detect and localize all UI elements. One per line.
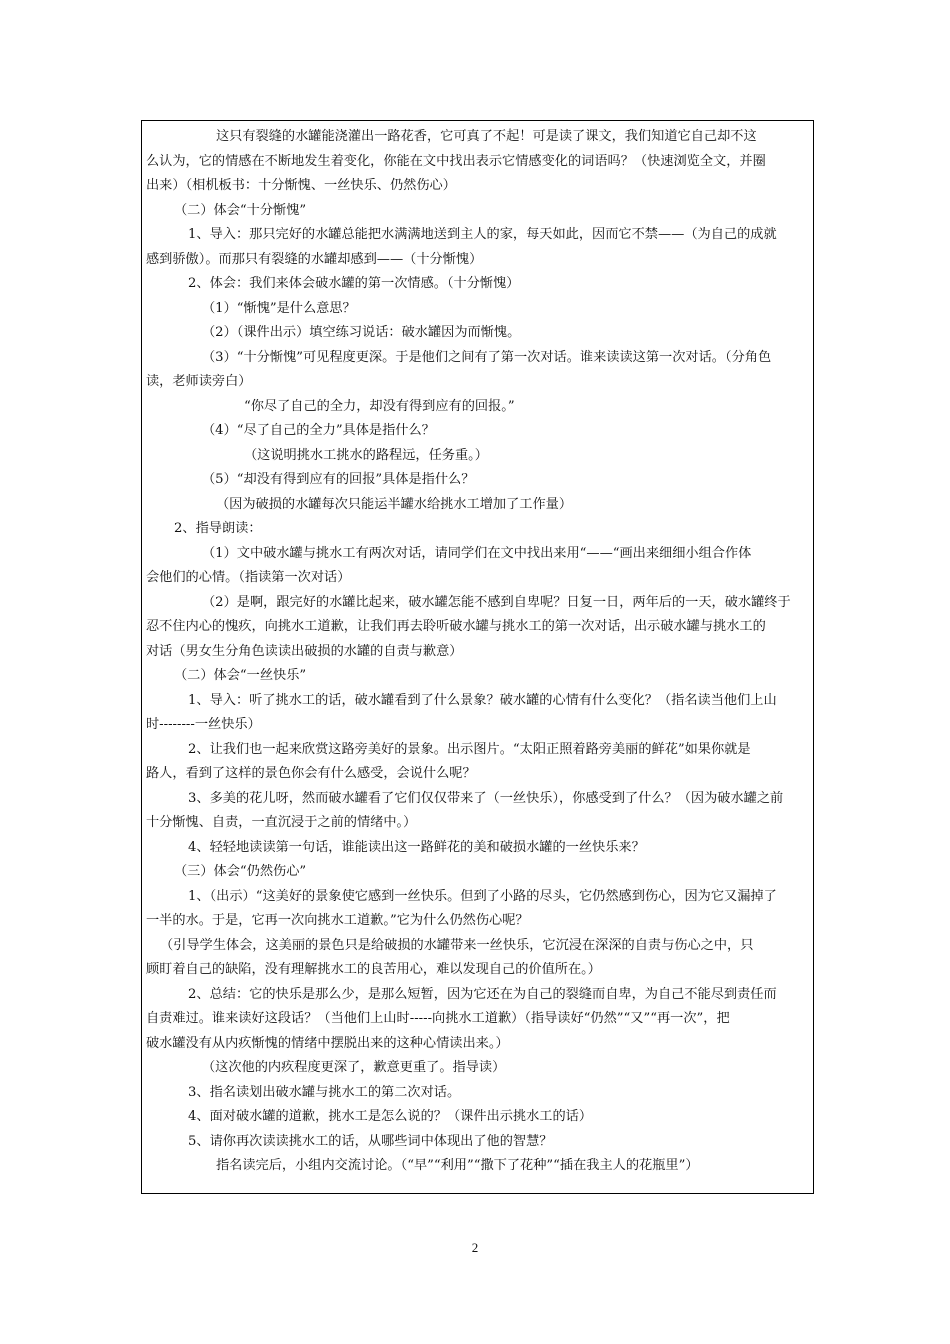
text-line: 自责难过。谁来读好这段话？（当他们上山时-----向挑水工道歉）（指导读好“仍然”“又”“再一次”，把 — [146, 1011, 730, 1026]
text-line: （这次他的内疚程度更深了，歉意更重了。指导读） — [202, 1060, 506, 1075]
text-line: （三）体会“仍然伤心” — [174, 864, 307, 879]
text-line: 十分惭愧、自责，一直沉浸于之前的情绪中。） — [146, 815, 417, 830]
text-line: 2、总结：它的快乐是那么少，是那么短暂，因为它还在为自己的裂缝而自卑，为自己不能尽到责任而 — [188, 986, 777, 1002]
page-number: 2 — [471, 1240, 479, 1255]
text-line: （二）体会“一丝快乐” — [174, 668, 307, 683]
text-line: （二）体会“十分惭愧” — [174, 202, 307, 218]
text-line: 出来）（相机板书：十分惭愧、一丝快乐、仍然伤心） — [146, 178, 456, 193]
text-line: （引导学生体会，这美丽的景色只是给破损的水罐带来一丝快乐，它沉浸在深深的自责与伤心之中，只 — [160, 937, 754, 953]
text-line: （3）“十分惭愧”可见程度更深。于是他们之间有了第一次对话。谁来读读这第一次对话。（分角色 — [202, 349, 772, 365]
text-line: 时--------一丝快乐） — [146, 717, 261, 732]
text-line: 顾盯着自己的缺陷，没有理解挑水工的良苦用心，难以发现自己的价值所在。） — [146, 962, 601, 977]
text-line: （这说明挑水工挑水的路程远，任务重。） — [244, 447, 488, 463]
text-line: 1、（出示）“这美好的景象使它感到一丝快乐。但到了小路的尽头，它仍然感到伤心，因为它又漏掉了 — [188, 888, 777, 904]
text-line: 3、多美的花儿呀，然而破水罐看了它们仅仅带来了（一丝快乐），你感受到了什么？（因为破水罐之前 — [188, 790, 784, 806]
text-line: 2、让我们也一起来欣赏这路旁美好的景象。出示图片。“太阳正照着路旁美丽的鲜花”如果你就是 — [188, 741, 751, 757]
text-line: 4、面对破水罐的道歉，挑水工是怎么说的？（课件出示挑水工的话） — [188, 1109, 593, 1124]
text-line: 破水罐没有从内疚惭愧的情绪中摆脱出来的这种心情读出来。） — [146, 1035, 509, 1051]
text-line: （2）（课件出示）填空练习说话：破水罐因为而惭愧。 — [202, 325, 521, 340]
text-line: 会他们的心情。（指读第一次对话） — [146, 570, 351, 585]
text-line: （2）是啊，跟完好的水罐比起来，破水罐怎能不感到自卑呢？日复一日，两年后的一天，破水罐终于 — [202, 594, 791, 610]
text-line: （1）文中破水罐与挑水工有两次对话，请同学们在文中找出来用“——“画出来细细小组合作体 — [202, 545, 752, 561]
text-line: 路人，看到了这样的景色你会有什么感受，会说什么呢？ — [146, 766, 476, 781]
text-line: 2、指导朗读： — [174, 521, 262, 536]
text-line: 1、导入：那只完好的水罐总能把水满满地送到主人的家，每天如此，因而它不禁——（为自己的成就 — [188, 227, 777, 242]
text-line: “你尽了自己的全力，却没有得到应有的回报。” — [244, 398, 515, 414]
text-line: 感到骄傲）。而那只有裂缝的水罐却感到——（十分惭愧） — [146, 251, 483, 267]
text-line: 2、体会：我们来体会破水罐的第一次情感。（十分惭愧） — [188, 276, 520, 291]
text-line: （因为破损的水罐每次只能运半罐水给挑水工增加了工作量） — [216, 496, 573, 512]
text-line: 这只有裂缝的水罐能浇灌出一路花香，它可真了不起！可是读了课文，我们知道它自己却不这 — [216, 129, 757, 144]
lesson-plan-body — [146, 125, 810, 1179]
text-line: 么认为，它的情感在不断地发生着变化，你能在文中找出表示它情感变化的词语吗？（快速浏览全文，并圈 — [146, 153, 766, 169]
text-line: （5）“却没有得到应有的回报”具体是指什么？ — [202, 472, 475, 487]
text-line: 对话（男女生分角色读读出破损的水罐的自责与歉意） — [146, 643, 463, 659]
text-line: 1、导入：听了挑水工的话，破水罐看到了什么景象？破水罐的心情有什么变化？（指名读当他们上山 — [188, 692, 777, 708]
text-line: 读，老师读旁白） — [146, 374, 252, 389]
text-line: 3、指名读划出破水罐与挑水工的第二次对话。 — [188, 1084, 461, 1100]
text-line: 指名读完后，小组内交流讨论。（“早”“利用”“撒下了花种”“插在我主人的花瓶里”） — [216, 1158, 699, 1173]
text-line: 5、请你再次读读挑水工的话，从哪些词中体现出了他的智慧？ — [188, 1133, 553, 1149]
text-line: 忍不住内心的愧疚，向挑水工道歉，让我们再去聆听破水罐与挑水工的第一次对话，出示破水罐与挑水工的 — [146, 619, 766, 634]
text-line: （1）“惭愧”是什么意思？ — [202, 300, 356, 316]
text-line: 一半的水。于是，它再一次向挑水工道歉。”它为什么仍然伤心呢？ — [146, 913, 529, 928]
text-line: （4）“尽了自己的全力”具体是指什么？ — [202, 423, 435, 438]
text-line: 4、轻轻地读读第一句话，谁能读出这一路鲜花的美和破损水罐的一丝快乐来？ — [188, 839, 645, 855]
